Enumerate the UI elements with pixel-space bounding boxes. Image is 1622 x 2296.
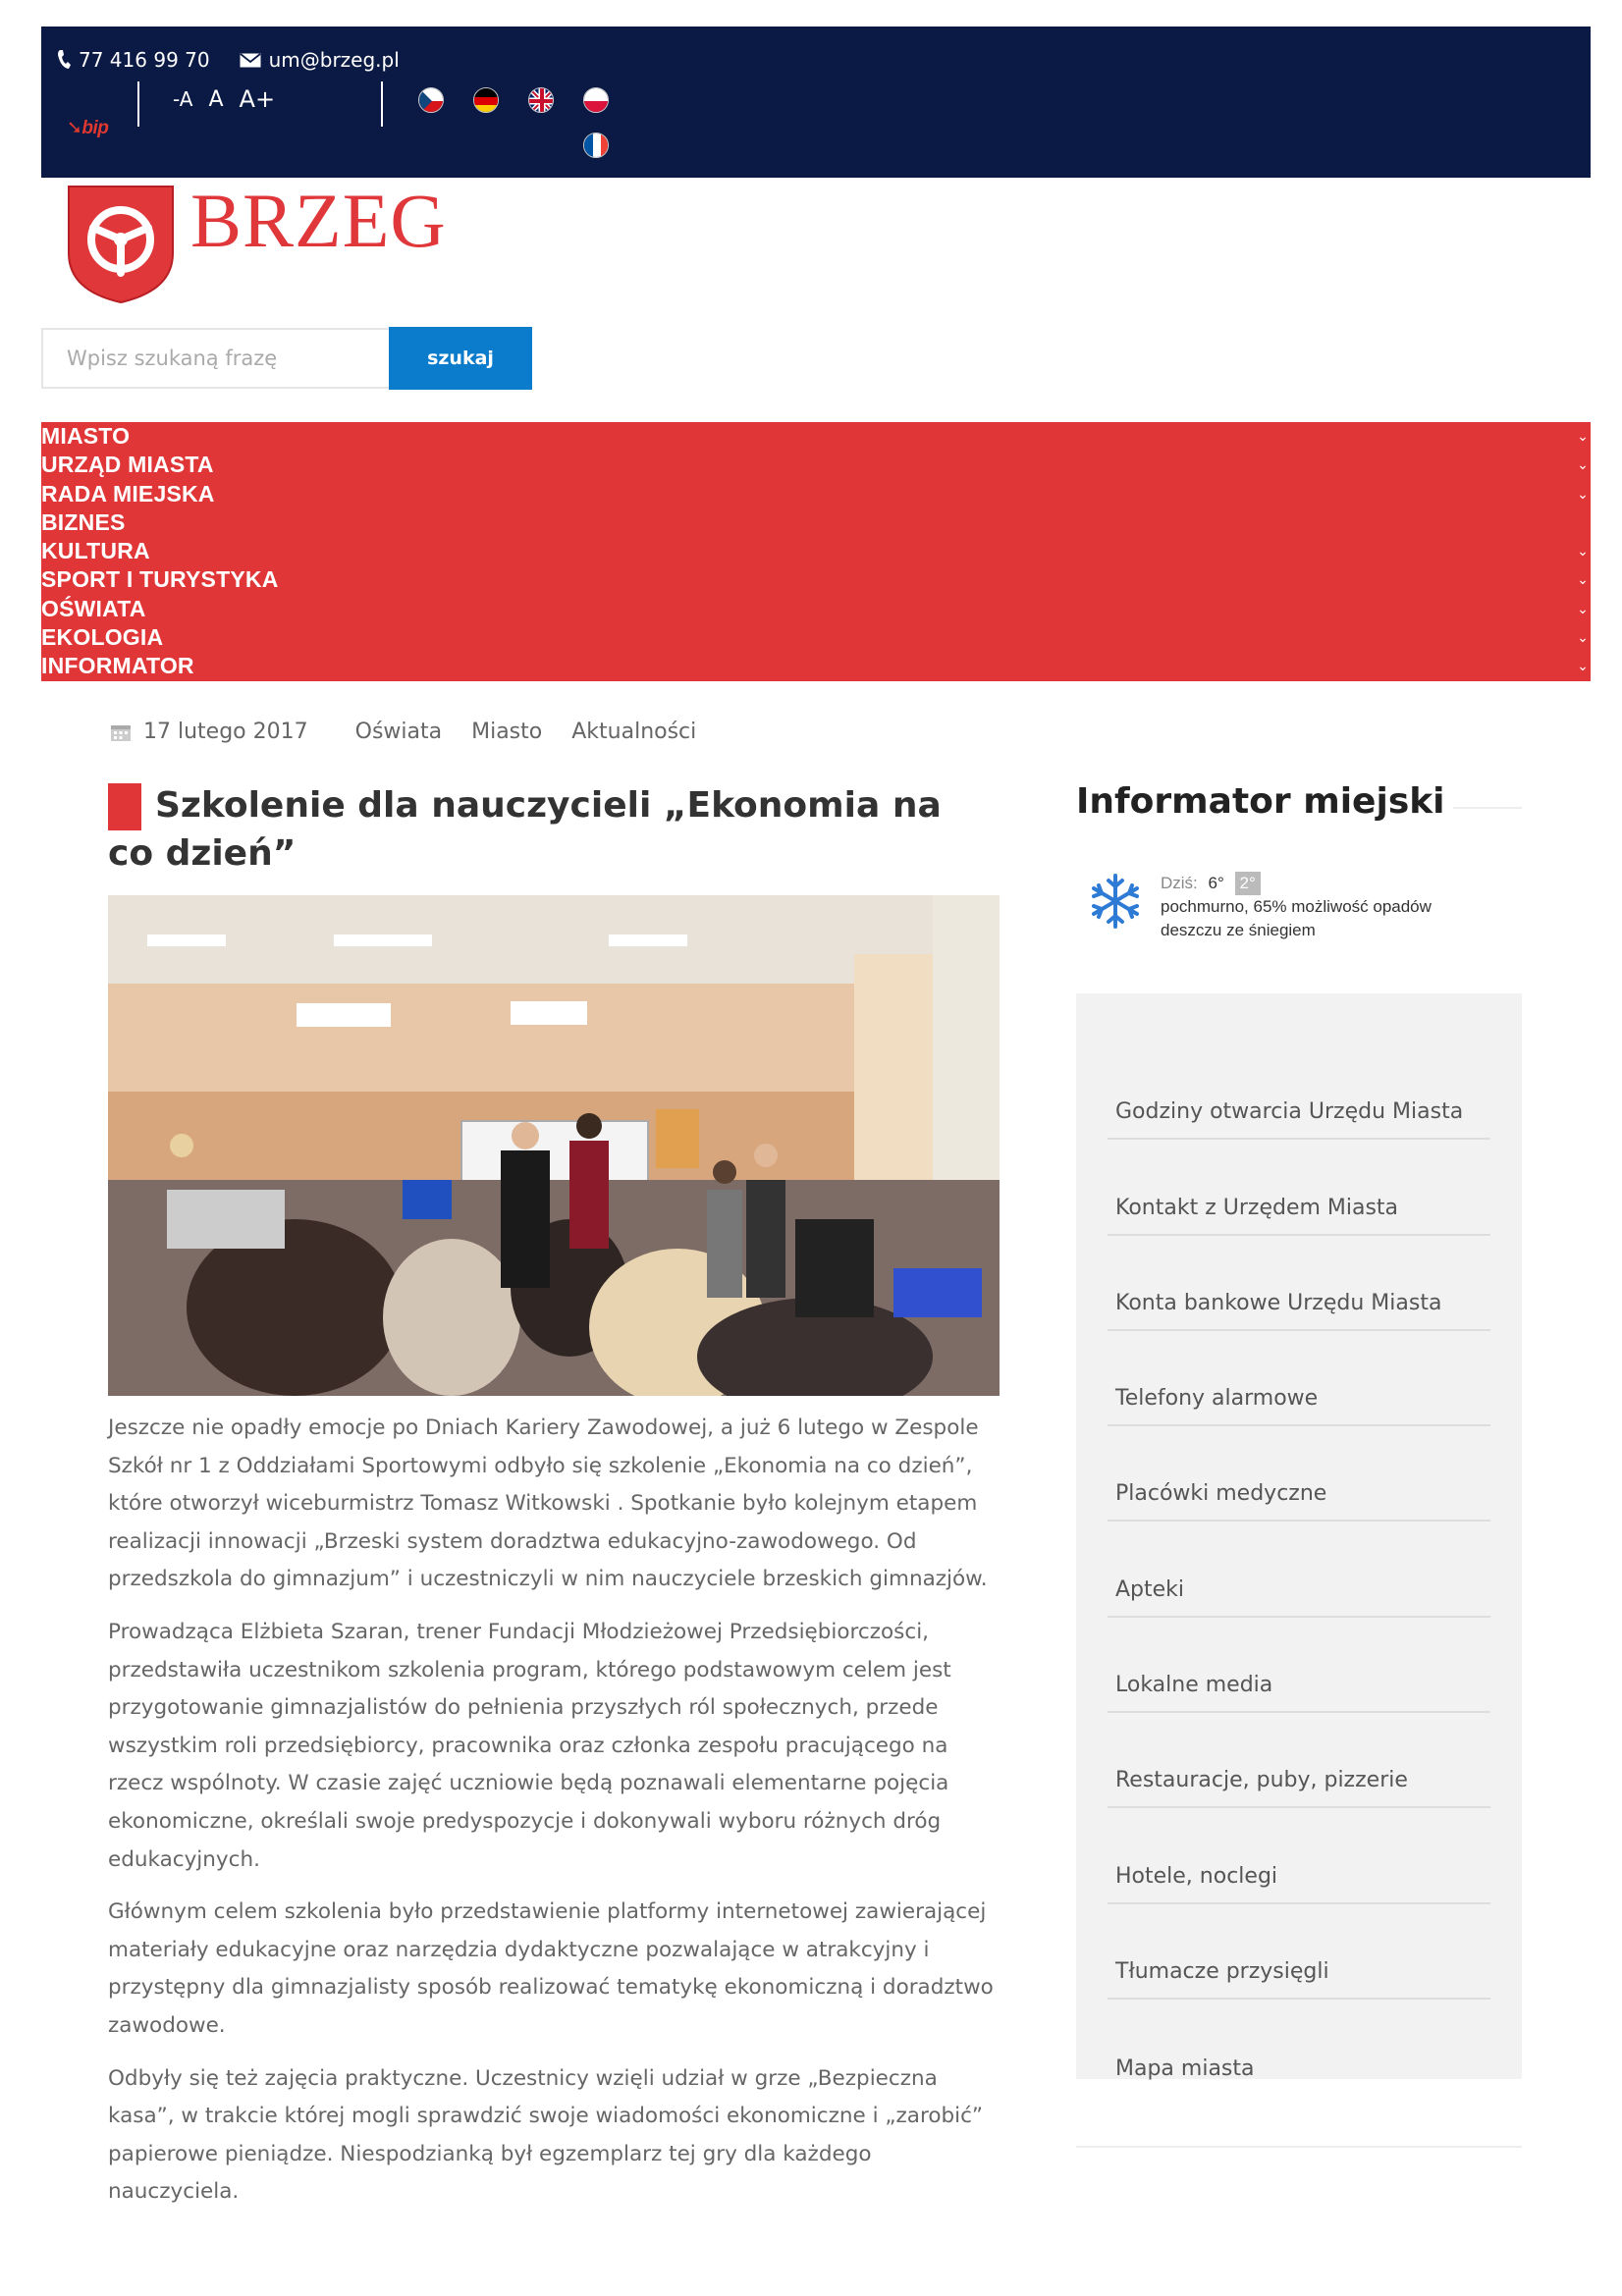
chevron-down-icon[interactable]: ⌄ xyxy=(1577,600,1589,616)
nav-item-oświata[interactable] xyxy=(41,595,1591,623)
main-navigation xyxy=(41,422,1591,681)
sidebar-link-label: Telefony alarmowe xyxy=(1115,1386,1319,1412)
sidebar-link-label: Tłumacze przysięgli xyxy=(1115,1958,1329,1984)
article-photo xyxy=(108,895,1000,1396)
category-link[interactable]: Oświata xyxy=(354,720,443,744)
weather-widget xyxy=(1088,872,1485,942)
logo-text: BRZEG xyxy=(190,178,447,263)
sidebar-link[interactable] xyxy=(1108,1808,1490,1903)
post-meta xyxy=(110,720,726,744)
snowflake-icon xyxy=(1088,872,1143,931)
chevron-down-icon[interactable]: ⌄ xyxy=(1577,629,1589,646)
email-link[interactable] xyxy=(240,48,400,72)
sidebar-link-label: Konta bankowe Urzędu Miasta xyxy=(1115,1290,1442,1315)
divider xyxy=(1076,2146,1522,2148)
nav-item-urząd-miasta[interactable] xyxy=(41,451,1591,479)
nav-item-sport-i-turystyka[interactable] xyxy=(41,565,1591,594)
font-increase-button[interactable]: A+ xyxy=(239,85,276,113)
category-link[interactable]: Miasto xyxy=(471,720,543,744)
sidebar-link-label: Godziny otwarcia Urzędu Miasta xyxy=(1115,1099,1464,1125)
search-input[interactable] xyxy=(41,328,389,389)
sidebar-link-label: Restauracje, puby, pizzerie xyxy=(1115,1768,1408,1793)
temp-high: 6° xyxy=(1208,874,1224,892)
search-form xyxy=(41,328,532,390)
nav-item-label: BIZNES xyxy=(41,508,126,535)
coat-of-arms-icon xyxy=(67,185,175,304)
font-normal-button[interactable]: A xyxy=(208,86,224,112)
nav-item-label: INFORMATOR xyxy=(41,653,194,679)
flag-poland-icon[interactable] xyxy=(583,87,609,113)
phone-icon xyxy=(57,49,71,71)
envelope-icon xyxy=(240,53,261,68)
sidebar-link[interactable] xyxy=(1108,1522,1490,1617)
nav-item-kultura[interactable] xyxy=(41,537,1591,565)
font-decrease-button[interactable]: -A xyxy=(173,87,193,111)
article-title: Szkolenie dla nauczycieli „Ekonomia na co dzień” xyxy=(108,785,942,874)
article-paragraph: Głównym celem szkolenia było przedstawienie platformy internetowej zawierającej materiały edukacyjne oraz narzędzia dydaktyczne pozwalające w atrakcyjny i przystępny dla gimnazjalisty sposób realizować tematykę ekonomiczną i doradztwo zawodowe. xyxy=(108,1899,994,2038)
chevron-down-icon[interactable]: ⌄ xyxy=(1577,543,1589,560)
sidebar-link[interactable] xyxy=(1108,1236,1490,1331)
nav-item-label: URZĄD MIASTA xyxy=(41,452,214,478)
temp-low: 2° xyxy=(1235,872,1261,895)
article-paragraph: Jeszcze nie opadły emocje po Dniach Kariery Zawodowej, a już 6 lutego w Zespole Szkół nr 1 z Oddziałami Sportowymi odbyło się szkolenie „Ekonomia na co dzień”, które otworzył wiceburmistrz Tomasz Witkowski . Spotkanie było kolejnym etapem realizacji innowacji „Brzeski system doradztwa edukacyjno-zawodowego. Od przedszkola do gimnazjum” i uczestniczyli w nim nauczyciele brzeskich gimnazjów. xyxy=(108,1415,988,1592)
flag-france-icon[interactable] xyxy=(583,133,609,158)
email-address: um@brzeg.pl xyxy=(268,48,400,72)
chevron-down-icon[interactable]: ⌄ xyxy=(1577,658,1589,674)
article-header xyxy=(108,781,952,878)
nav-item-ekologia[interactable] xyxy=(41,623,1591,652)
calendar-icon xyxy=(110,722,132,742)
chevron-down-icon[interactable]: ⌄ xyxy=(1577,428,1589,444)
sidebar-link[interactable] xyxy=(1108,1331,1490,1426)
sidebar-link-label: Hotele, noclegi xyxy=(1115,1863,1278,1889)
article-paragraph: Odbyły się też zajęcia praktyczne. Uczestnicy wzięli udział w grze „Bezpieczna kasa”, w trakcie której mogli sprawdzić swoje wiadomości ekonomiczne i „zarobić” papierowe pieniądze. Niespodzianką był egzemplarz tej gry dla każdego nauczyciela. xyxy=(108,2065,984,2205)
sidebar-link-label: Mapa miasta xyxy=(1115,2056,1255,2082)
font-size-controls xyxy=(173,85,291,113)
sidebar-link[interactable] xyxy=(1108,1904,1490,2000)
sidebar-link[interactable] xyxy=(1108,1426,1490,1522)
chevron-down-icon[interactable]: ⌄ xyxy=(1577,485,1589,502)
title-accent xyxy=(108,783,141,830)
contact-info xyxy=(57,48,429,72)
phone-number: 77 416 99 70 xyxy=(79,48,210,72)
nav-item-informator[interactable] xyxy=(41,652,1591,680)
article-body xyxy=(108,1410,997,2226)
site-logo[interactable] xyxy=(67,178,447,304)
post-date: 17 lutego 2017 xyxy=(143,720,308,744)
phone-link[interactable] xyxy=(57,48,210,72)
chevron-down-icon[interactable]: ⌄ xyxy=(1577,571,1589,588)
sidebar-link-label: Kontakt z Urzędem Miasta xyxy=(1115,1195,1399,1220)
chevron-down-icon[interactable]: ⌄ xyxy=(1577,456,1589,473)
sidebar-link-label: Lokalne media xyxy=(1115,1673,1273,1698)
nav-item-label: EKOLOGIA xyxy=(41,624,164,651)
divider xyxy=(137,81,139,127)
flag-czech-icon[interactable] xyxy=(418,87,444,113)
language-flags xyxy=(418,87,634,176)
city-info-links xyxy=(1076,993,1522,2082)
nav-item-label: OŚWIATA xyxy=(41,595,146,621)
nav-item-biznes[interactable] xyxy=(41,508,1591,537)
article-paragraph: Prowadząca Elżbieta Szaran, trener Fundacji Młodzieżowej Przedsiębiorczości, przedstawiła uczestnikom szkolenia program, którego podstawowym celem jest przygotowanie gimnazjalistów do pełnienia przyszłych ról społecznych, przede wszystkim roli przedsiębiorcy, pracownika oraz członka zespołu pracującego na rzecz wspólnoty. W czasie zajęć uczniowie będą poznawali elementarne pojęcia ekonomiczne, określali swoje predyspozycje i dokonywali wyboru różnych dróg edukacyjnych. xyxy=(108,1619,951,1872)
flag-uk-icon[interactable] xyxy=(528,87,554,113)
sidebar-link[interactable] xyxy=(1108,2000,1490,2095)
flag-germany-icon[interactable] xyxy=(473,87,499,113)
nav-item-label: SPORT I TURYSTYKA xyxy=(41,566,279,593)
nav-item-label: MIASTO xyxy=(41,423,131,449)
weather-label: Dziś: xyxy=(1161,874,1198,892)
category-link[interactable]: Aktualności xyxy=(571,720,697,744)
nav-item-label: KULTURA xyxy=(41,538,150,564)
sidebar-title: Informator miejski xyxy=(1076,781,1445,822)
nav-item-label: RADA MIEJSKA xyxy=(41,480,215,507)
sidebar-link[interactable] xyxy=(1108,1044,1490,1140)
sidebar-link[interactable] xyxy=(1108,1140,1490,1235)
sidebar-link-label: Apteki xyxy=(1115,1576,1185,1602)
sidebar-link[interactable] xyxy=(1108,1713,1490,1808)
weather-description: pochmurno, 65% możliwość opadów deszczu ze śniegiem xyxy=(1161,897,1432,939)
search-button[interactable]: szukaj xyxy=(389,327,532,390)
sidebar-link-label: Placówki medyczne xyxy=(1115,1481,1327,1507)
bip-icon: ➘ xyxy=(67,118,82,138)
top-bar xyxy=(41,27,1591,178)
bip-link[interactable]: ➘bip xyxy=(67,118,109,138)
divider xyxy=(1453,807,1522,809)
divider xyxy=(381,81,383,127)
nav-item-miasto[interactable] xyxy=(41,422,1591,451)
nav-item-rada-miejska[interactable] xyxy=(41,480,1591,508)
sidebar-link[interactable] xyxy=(1108,1618,1490,1713)
